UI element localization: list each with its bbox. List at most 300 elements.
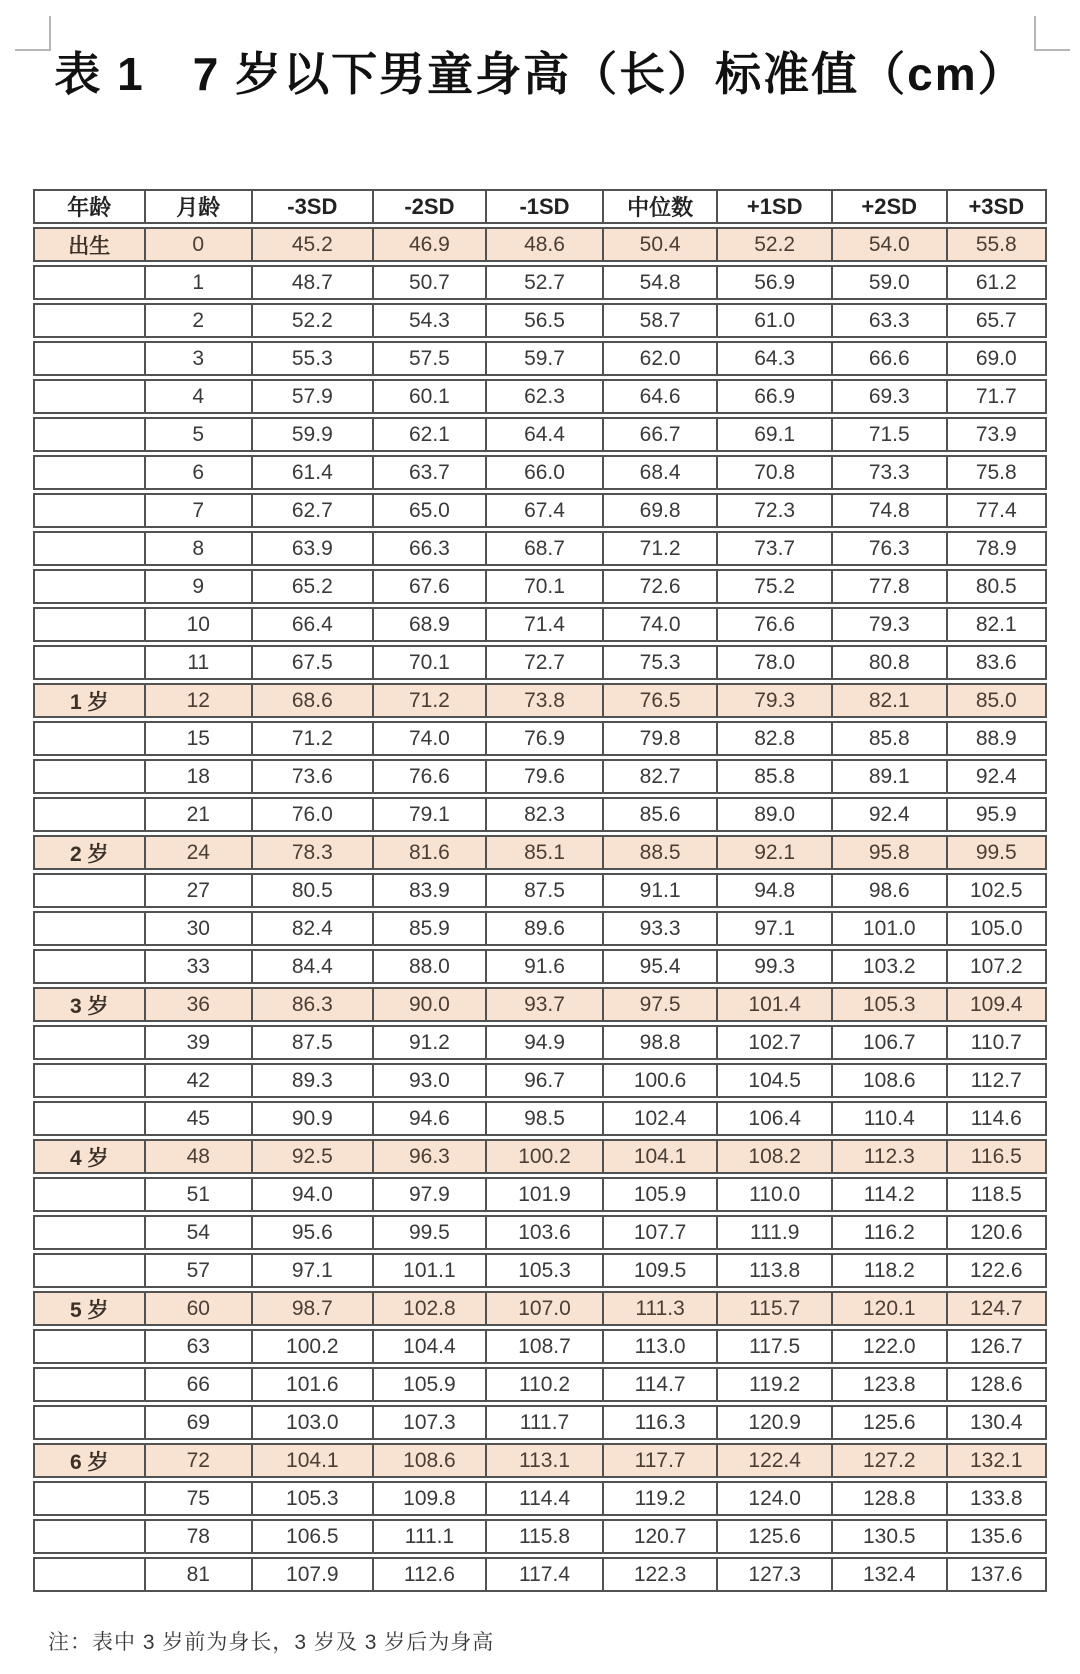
value-cell: 82.1 [831, 683, 946, 718]
month-cell: 5 [144, 417, 251, 452]
value-cell: 85.8 [831, 721, 946, 756]
value-cell: 120.1 [831, 1291, 946, 1326]
column-header: +2SD [831, 189, 946, 224]
value-cell: 86.3 [251, 987, 372, 1022]
value-cell: 128.6 [946, 1367, 1047, 1402]
value-cell: 133.8 [946, 1481, 1047, 1516]
value-cell: 67.5 [251, 645, 372, 680]
value-cell: 117.7 [602, 1443, 717, 1478]
value-cell: 66.9 [716, 379, 831, 414]
value-cell: 72.3 [716, 493, 831, 528]
value-cell: 77.4 [946, 493, 1047, 528]
value-cell: 111.7 [485, 1405, 602, 1440]
table-row [33, 417, 1047, 452]
value-cell: 89.3 [251, 1063, 372, 1098]
value-cell: 64.4 [485, 417, 602, 452]
value-cell: 114.4 [485, 1481, 602, 1516]
month-cell: 45 [144, 1101, 251, 1136]
month-cell: 75 [144, 1481, 251, 1516]
month-cell: 12 [144, 683, 251, 718]
age-cell: 5 岁 [33, 1291, 144, 1326]
value-cell: 108.6 [372, 1443, 486, 1478]
age-cell: 1 岁 [33, 683, 144, 718]
month-cell: 7 [144, 493, 251, 528]
value-cell: 66.6 [831, 341, 946, 376]
value-cell: 115.8 [485, 1519, 602, 1554]
month-cell: 21 [144, 797, 251, 832]
table-row [33, 227, 1047, 262]
value-cell: 59.0 [831, 265, 946, 300]
value-cell: 105.3 [485, 1253, 602, 1288]
value-cell: 95.9 [946, 797, 1047, 832]
value-cell: 102.4 [602, 1101, 717, 1136]
value-cell: 71.2 [372, 683, 486, 718]
table-row [33, 911, 1047, 946]
value-cell: 88.5 [602, 835, 717, 870]
value-cell: 101.6 [251, 1367, 372, 1402]
value-cell: 110.0 [716, 1177, 831, 1212]
value-cell: 82.1 [946, 607, 1047, 642]
age-cell [33, 265, 144, 300]
age-cell [33, 759, 144, 794]
value-cell: 118.2 [831, 1253, 946, 1288]
age-cell [33, 1557, 144, 1592]
value-cell: 54.0 [831, 227, 946, 262]
value-cell: 85.6 [602, 797, 717, 832]
age-cell [33, 1215, 144, 1250]
value-cell: 58.7 [602, 303, 717, 338]
month-cell: 60 [144, 1291, 251, 1326]
month-cell: 63 [144, 1329, 251, 1364]
value-cell: 75.8 [946, 455, 1047, 490]
value-cell: 91.2 [372, 1025, 486, 1060]
value-cell: 127.3 [716, 1557, 831, 1592]
value-cell: 116.5 [946, 1139, 1047, 1174]
month-cell: 10 [144, 607, 251, 642]
value-cell: 88.9 [946, 721, 1047, 756]
table-row [33, 987, 1047, 1022]
value-cell: 96.7 [485, 1063, 602, 1098]
value-cell: 98.8 [602, 1025, 717, 1060]
value-cell: 78.0 [716, 645, 831, 680]
value-cell: 83.6 [946, 645, 1047, 680]
value-cell: 90.9 [251, 1101, 372, 1136]
age-cell [33, 1253, 144, 1288]
value-cell: 80.5 [946, 569, 1047, 604]
value-cell: 56.5 [485, 303, 602, 338]
value-cell: 105.9 [372, 1367, 486, 1402]
value-cell: 94.6 [372, 1101, 486, 1136]
value-cell: 80.8 [831, 645, 946, 680]
table-row [33, 1215, 1047, 1250]
age-cell [33, 417, 144, 452]
value-cell: 89.0 [716, 797, 831, 832]
value-cell: 60.1 [372, 379, 486, 414]
value-cell: 79.1 [372, 797, 486, 832]
value-cell: 93.0 [372, 1063, 486, 1098]
value-cell: 71.5 [831, 417, 946, 452]
column-header: -3SD [251, 189, 372, 224]
month-cell: 78 [144, 1519, 251, 1554]
value-cell: 95.4 [602, 949, 717, 984]
month-cell: 8 [144, 531, 251, 566]
value-cell: 104.4 [372, 1329, 486, 1364]
age-cell [33, 569, 144, 604]
value-cell: 73.8 [485, 683, 602, 718]
page-title: 表 1 7 岁以下男童身高（长）标准值（cm） [54, 48, 1026, 100]
value-cell: 69.3 [831, 379, 946, 414]
value-cell: 105.0 [946, 911, 1047, 946]
value-cell: 85.0 [946, 683, 1047, 718]
value-cell: 92.4 [946, 759, 1047, 794]
column-header: +1SD [716, 189, 831, 224]
value-cell: 71.7 [946, 379, 1047, 414]
value-cell: 108.2 [716, 1139, 831, 1174]
value-cell: 74.8 [831, 493, 946, 528]
value-cell: 117.4 [485, 1557, 602, 1592]
value-cell: 79.3 [716, 683, 831, 718]
table-row [33, 1291, 1047, 1326]
value-cell: 76.6 [372, 759, 486, 794]
value-cell: 76.9 [485, 721, 602, 756]
value-cell: 127.2 [831, 1443, 946, 1478]
value-cell: 100.6 [602, 1063, 717, 1098]
table-row [33, 379, 1047, 414]
value-cell: 62.1 [372, 417, 486, 452]
value-cell: 61.2 [946, 265, 1047, 300]
age-cell [33, 1367, 144, 1402]
value-cell: 111.1 [372, 1519, 486, 1554]
month-cell: 69 [144, 1405, 251, 1440]
table-row [33, 835, 1047, 870]
value-cell: 50.7 [372, 265, 486, 300]
value-cell: 117.5 [716, 1329, 831, 1364]
value-cell: 99.5 [372, 1215, 486, 1250]
age-cell [33, 873, 144, 908]
value-cell: 45.2 [251, 227, 372, 262]
value-cell: 124.0 [716, 1481, 831, 1516]
value-cell: 65.2 [251, 569, 372, 604]
value-cell: 66.7 [602, 417, 717, 452]
value-cell: 105.3 [831, 987, 946, 1022]
month-cell: 30 [144, 911, 251, 946]
value-cell: 109.5 [602, 1253, 717, 1288]
value-cell: 110.7 [946, 1025, 1047, 1060]
month-cell: 11 [144, 645, 251, 680]
value-cell: 97.1 [716, 911, 831, 946]
age-cell [33, 1405, 144, 1440]
value-cell: 106.7 [831, 1025, 946, 1060]
value-cell: 107.3 [372, 1405, 486, 1440]
value-cell: 122.4 [716, 1443, 831, 1478]
value-cell: 103.6 [485, 1215, 602, 1250]
age-cell [33, 645, 144, 680]
value-cell: 110.2 [485, 1367, 602, 1402]
value-cell: 110.4 [831, 1101, 946, 1136]
value-cell: 114.6 [946, 1101, 1047, 1136]
value-cell: 79.6 [485, 759, 602, 794]
value-cell: 66.0 [485, 455, 602, 490]
footnote: 注：表中 3 岁前为身长，3 岁及 3 岁后为身高 [48, 1631, 495, 1654]
value-cell: 73.9 [946, 417, 1047, 452]
value-cell: 67.4 [485, 493, 602, 528]
column-header: 月龄 [144, 189, 251, 224]
value-cell: 75.2 [716, 569, 831, 604]
value-cell: 106.5 [251, 1519, 372, 1554]
value-cell: 64.3 [716, 341, 831, 376]
table-row [33, 303, 1047, 338]
value-cell: 80.5 [251, 873, 372, 908]
value-cell: 93.7 [485, 987, 602, 1022]
month-cell: 57 [144, 1253, 251, 1288]
value-cell: 119.2 [716, 1367, 831, 1402]
value-cell: 100.2 [485, 1139, 602, 1174]
value-cell: 79.8 [602, 721, 717, 756]
value-cell: 76.3 [831, 531, 946, 566]
value-cell: 107.0 [485, 1291, 602, 1326]
value-cell: 81.6 [372, 835, 486, 870]
value-cell: 101.0 [831, 911, 946, 946]
value-cell: 76.6 [716, 607, 831, 642]
value-cell: 119.2 [602, 1481, 717, 1516]
value-cell: 130.4 [946, 1405, 1047, 1440]
value-cell: 92.4 [831, 797, 946, 832]
value-cell: 89.1 [831, 759, 946, 794]
age-cell [33, 1177, 144, 1212]
month-cell: 24 [144, 835, 251, 870]
value-cell: 71.2 [602, 531, 717, 566]
value-cell: 59.9 [251, 417, 372, 452]
age-cell [33, 797, 144, 832]
age-cell: 2 岁 [33, 835, 144, 870]
value-cell: 62.3 [485, 379, 602, 414]
value-cell: 92.5 [251, 1139, 372, 1174]
table-row [33, 569, 1047, 604]
month-cell: 36 [144, 987, 251, 1022]
value-cell: 62.0 [602, 341, 717, 376]
value-cell: 120.6 [946, 1215, 1047, 1250]
value-cell: 98.7 [251, 1291, 372, 1326]
value-cell: 116.3 [602, 1405, 717, 1440]
value-cell: 126.7 [946, 1329, 1047, 1364]
value-cell: 73.6 [251, 759, 372, 794]
month-cell: 42 [144, 1063, 251, 1098]
value-cell: 114.7 [602, 1367, 717, 1402]
table-row [33, 949, 1047, 984]
value-cell: 55.3 [251, 341, 372, 376]
table-row [33, 721, 1047, 756]
month-cell: 4 [144, 379, 251, 414]
age-cell [33, 1481, 144, 1516]
value-cell: 96.3 [372, 1139, 486, 1174]
value-cell: 57.9 [251, 379, 372, 414]
value-cell: 106.4 [716, 1101, 831, 1136]
column-header: 中位数 [602, 189, 717, 224]
value-cell: 102.5 [946, 873, 1047, 908]
value-cell: 48.6 [485, 227, 602, 262]
month-cell: 48 [144, 1139, 251, 1174]
value-cell: 125.6 [831, 1405, 946, 1440]
age-cell [33, 531, 144, 566]
month-cell: 6 [144, 455, 251, 490]
age-cell: 6 岁 [33, 1443, 144, 1478]
value-cell: 99.5 [946, 835, 1047, 870]
value-cell: 77.8 [831, 569, 946, 604]
table-row [33, 1329, 1047, 1364]
table-row [33, 683, 1047, 718]
value-cell: 112.7 [946, 1063, 1047, 1098]
table-row [33, 797, 1047, 832]
value-cell: 48.7 [251, 265, 372, 300]
value-cell: 128.8 [831, 1481, 946, 1516]
value-cell: 63.7 [372, 455, 486, 490]
month-cell: 18 [144, 759, 251, 794]
value-cell: 61.4 [251, 455, 372, 490]
value-cell: 113.1 [485, 1443, 602, 1478]
value-cell: 75.3 [602, 645, 717, 680]
month-cell: 81 [144, 1557, 251, 1592]
month-cell: 51 [144, 1177, 251, 1212]
table-row [33, 1405, 1047, 1440]
value-cell: 103.2 [831, 949, 946, 984]
value-cell: 70.8 [716, 455, 831, 490]
value-cell: 95.6 [251, 1215, 372, 1250]
value-cell: 62.7 [251, 493, 372, 528]
value-cell: 87.5 [251, 1025, 372, 1060]
value-cell: 89.6 [485, 911, 602, 946]
value-cell: 54.3 [372, 303, 486, 338]
value-cell: 122.0 [831, 1329, 946, 1364]
age-cell [33, 1519, 144, 1554]
age-cell: 3 岁 [33, 987, 144, 1022]
value-cell: 66.3 [372, 531, 486, 566]
value-cell: 101.4 [716, 987, 831, 1022]
value-cell: 55.8 [946, 227, 1047, 262]
value-cell: 64.6 [602, 379, 717, 414]
value-cell: 91.6 [485, 949, 602, 984]
value-cell: 94.8 [716, 873, 831, 908]
value-cell: 63.9 [251, 531, 372, 566]
value-cell: 74.0 [372, 721, 486, 756]
table-row [33, 1443, 1047, 1478]
value-cell: 103.0 [251, 1405, 372, 1440]
value-cell: 109.8 [372, 1481, 486, 1516]
value-cell: 132.1 [946, 1443, 1047, 1478]
table-row [33, 455, 1047, 490]
value-cell: 88.0 [372, 949, 486, 984]
age-cell: 4 岁 [33, 1139, 144, 1174]
value-cell: 69.8 [602, 493, 717, 528]
table-row [33, 1557, 1047, 1592]
value-cell: 82.8 [716, 721, 831, 756]
value-cell: 78.9 [946, 531, 1047, 566]
month-cell: 27 [144, 873, 251, 908]
value-cell: 84.4 [251, 949, 372, 984]
table-row [33, 645, 1047, 680]
month-cell: 3 [144, 341, 251, 376]
value-cell: 104.1 [251, 1443, 372, 1478]
month-cell: 66 [144, 1367, 251, 1402]
value-cell: 68.4 [602, 455, 717, 490]
value-cell: 76.5 [602, 683, 717, 718]
month-cell: 33 [144, 949, 251, 984]
value-cell: 124.7 [946, 1291, 1047, 1326]
height-standards-table [33, 186, 1047, 1595]
value-cell: 116.2 [831, 1215, 946, 1250]
value-cell: 73.3 [831, 455, 946, 490]
value-cell: 54.8 [602, 265, 717, 300]
table-row [33, 1139, 1047, 1174]
value-cell: 105.3 [251, 1481, 372, 1516]
value-cell: 70.1 [372, 645, 486, 680]
value-cell: 97.1 [251, 1253, 372, 1288]
value-cell: 99.3 [716, 949, 831, 984]
table-row [33, 1025, 1047, 1060]
value-cell: 82.3 [485, 797, 602, 832]
value-cell: 112.6 [372, 1557, 486, 1592]
value-cell: 82.4 [251, 911, 372, 946]
month-cell: 1 [144, 265, 251, 300]
value-cell: 85.8 [716, 759, 831, 794]
value-cell: 101.9 [485, 1177, 602, 1212]
table-row [33, 493, 1047, 528]
value-cell: 72.7 [485, 645, 602, 680]
value-cell: 50.4 [602, 227, 717, 262]
value-cell: 65.7 [946, 303, 1047, 338]
age-cell [33, 1329, 144, 1364]
value-cell: 65.0 [372, 493, 486, 528]
age-cell: 出生 [33, 227, 144, 262]
table-row [33, 531, 1047, 566]
value-cell: 102.7 [716, 1025, 831, 1060]
table-row [33, 1481, 1047, 1516]
value-cell: 69.1 [716, 417, 831, 452]
value-cell: 109.4 [946, 987, 1047, 1022]
value-cell: 93.3 [602, 911, 717, 946]
value-cell: 92.1 [716, 835, 831, 870]
month-cell: 2 [144, 303, 251, 338]
value-cell: 70.1 [485, 569, 602, 604]
month-cell: 72 [144, 1443, 251, 1478]
age-cell [33, 341, 144, 376]
age-cell [33, 1025, 144, 1060]
value-cell: 71.2 [251, 721, 372, 756]
value-cell: 105.9 [602, 1177, 717, 1212]
value-cell: 123.8 [831, 1367, 946, 1402]
value-cell: 101.1 [372, 1253, 486, 1288]
value-cell: 72.6 [602, 569, 717, 604]
age-cell [33, 493, 144, 528]
value-cell: 98.5 [485, 1101, 602, 1136]
month-cell: 0 [144, 227, 251, 262]
table-row [33, 873, 1047, 908]
table-header-row [33, 189, 1047, 224]
value-cell: 78.3 [251, 835, 372, 870]
age-cell [33, 303, 144, 338]
value-cell: 94.0 [251, 1177, 372, 1212]
age-cell [33, 721, 144, 756]
value-cell: 107.9 [251, 1557, 372, 1592]
value-cell: 102.8 [372, 1291, 486, 1326]
value-cell: 52.2 [716, 227, 831, 262]
value-cell: 112.3 [831, 1139, 946, 1174]
value-cell: 108.6 [831, 1063, 946, 1098]
value-cell: 94.9 [485, 1025, 602, 1060]
value-cell: 122.3 [602, 1557, 717, 1592]
value-cell: 108.7 [485, 1329, 602, 1364]
table-row [33, 1177, 1047, 1212]
value-cell: 130.5 [831, 1519, 946, 1554]
